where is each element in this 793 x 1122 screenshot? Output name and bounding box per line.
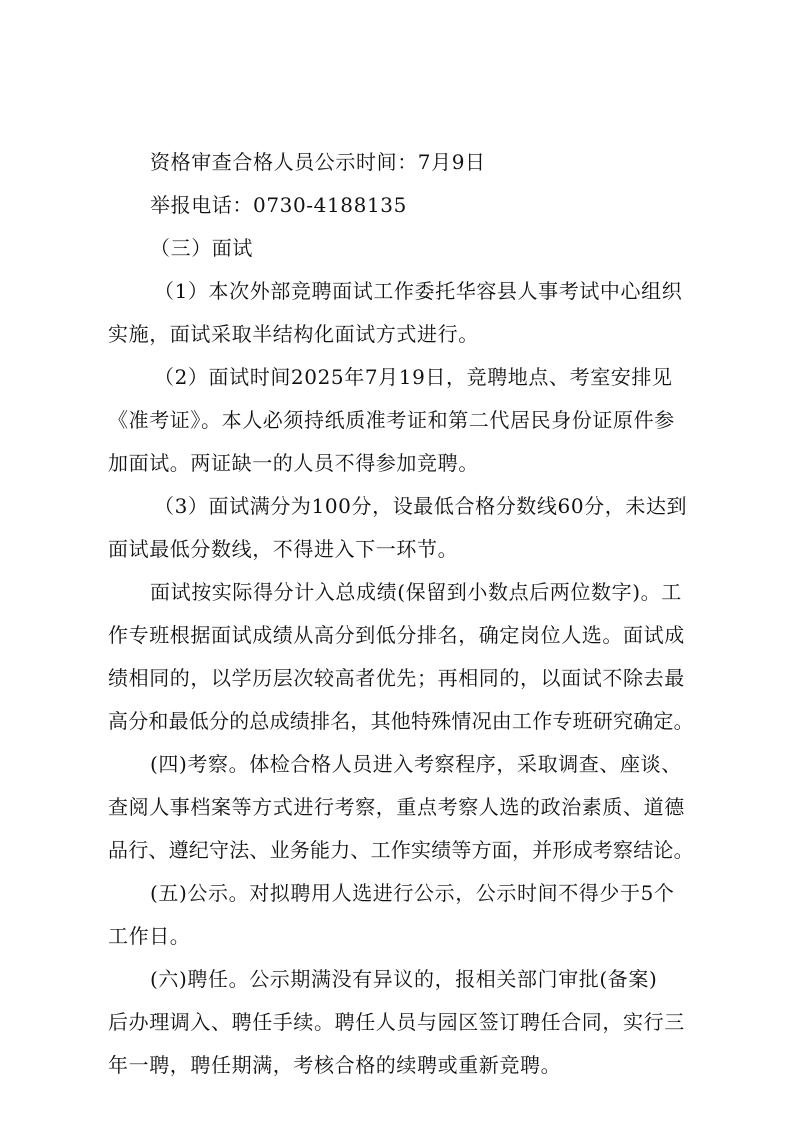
- text-line: （2）面试时间2025年7月19日，竞聘地点、考室安排见: [154, 365, 673, 389]
- text-line: 实施，面试采取半结构化面试方式进行。: [108, 322, 479, 346]
- section-line-publicity: (五)公示。对拟聘用人选进行公示，公示时间不得少于5个: [150, 881, 675, 905]
- text-line: 作专班根据面试成绩从高分到低分排名，确定岗位人选。面试成: [108, 623, 685, 647]
- text-line: 工作日。: [108, 924, 191, 948]
- text-line: 绩相同的，以学历层次较高者优先；再相同的，以面试不除去最: [108, 666, 685, 690]
- section-heading-interview: （三）面试: [150, 236, 253, 260]
- text-line: 面试按实际得分计入总成绩(保留到小数点后两位数字)。工: [150, 580, 682, 604]
- text-line: （1）本次外部竞聘面试工作委托华容县人事考试中心组织: [154, 279, 683, 303]
- text-line: 后办理调入、聘任手续。聘任人员与园区签订聘任合同，实行三: [108, 1010, 685, 1034]
- text-line: 加面试。两证缺一的人员不得参加竞聘。: [108, 451, 479, 475]
- text-line-report-phone: 举报电话：0730-4188135: [150, 193, 407, 217]
- section-line-appointment: (六)聘任。公示期满没有异议的，报相关部门审批(备案): [150, 967, 658, 991]
- text-line: 高分和最低分的总成绩排名，其他特殊情况由工作专班研究确定。: [108, 709, 694, 733]
- text-line: 品行、遵纪守法、业务能力、工作实绩等方面，并形成考察结论。: [108, 838, 694, 862]
- document-body: [108, 141, 712, 1087]
- text-line: 《准考证》。本人必须持纸质准考证和第二代居民身份证原件参: [108, 408, 675, 432]
- text-line: 年一聘，聘任期满，考核合格的续聘或重新竞聘。: [108, 1053, 562, 1077]
- text-line: （3）面试满分为100分，设最低合格分数线60分，未达到: [154, 494, 688, 518]
- section-line-inspection: (四)考察。体检合格人员进入考察程序，采取调查、座谈、: [150, 752, 682, 776]
- text-line-publicity-time: 资格审查合格人员公示时间：7月9日: [150, 150, 486, 174]
- text-line: 查阅人事档案等方式进行考察，重点考察人选的政治素质、道德: [108, 795, 685, 819]
- text-line: 面试最低分数线，不得进入下一环节。: [108, 537, 459, 561]
